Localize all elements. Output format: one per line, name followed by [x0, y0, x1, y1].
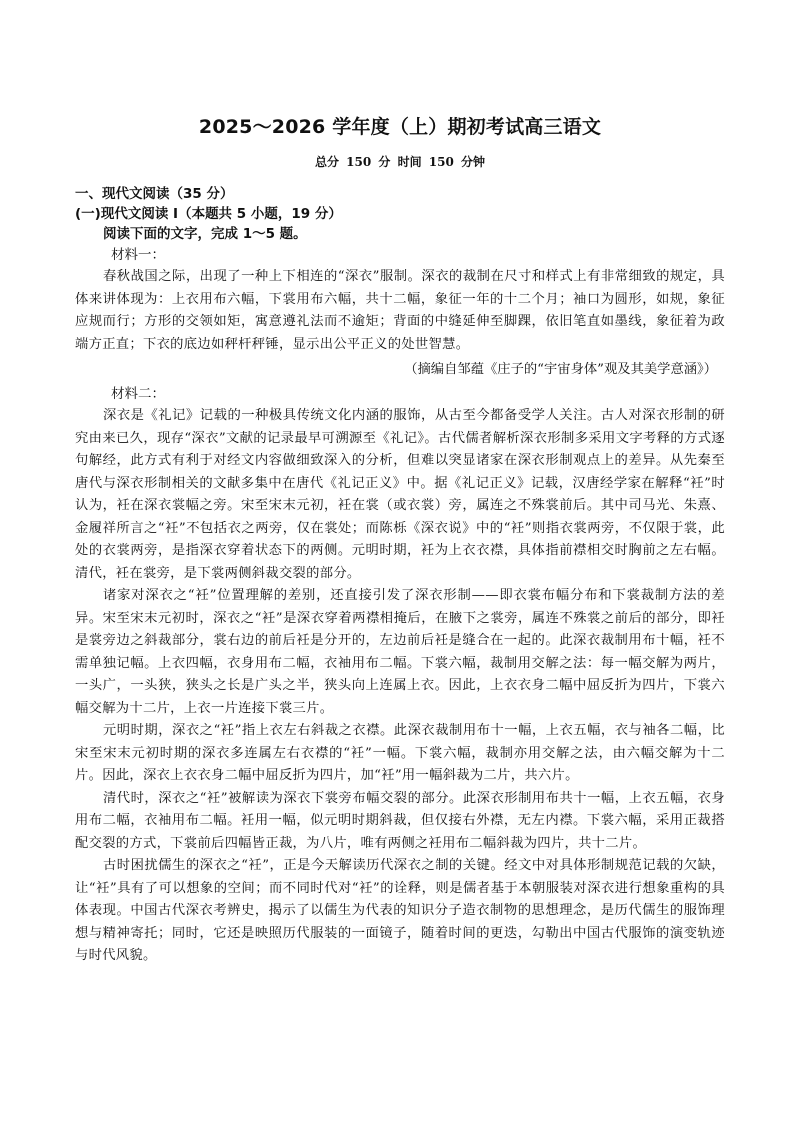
- material-paragraph: 深衣是《礼记》记载的一种极具传统文化内涵的服饰，从古至今都备受学人关注。古人对深衣形制的研究由来已久，现存“深衣”文献的记录最早可溯源至《礼记》。古代儒者解析深衣形制多采用文字考释的方式逐句解经，此方式有利于对经文内容做细致深入的分析，但难以突显诸家在深衣形制观点上的差异。从先秦至唐代与深衣形制相关的文献多集中在唐代《礼记正义》中。据《礼记正义》记载，汉唐经学家在解释“衽”时认为，衽在深衣裳幅之旁。宋至宋末元初，衽在裳（或衣裳）旁，属连之不殊裳前后。其中司马光、朱熹、金履祥所言之“衽”不包括衣之两旁，仅在裳处；而陈栎《深衣说》中的“衽”则指衣裳两旁，不仅限于裳，此处的衣裳两旁，是指深衣穿着状态下的两侧。元明时期，衽为上衣衣襟，具体指前襟相交时胸前之左右幅。清代，衽在裳旁，是下裳两侧斜裁交裂的部分。: [75, 408, 725, 581]
- material-paragraph: 古时困扰儒生的深衣之“衽”，正是今天解读历代深衣之制的关键。经文中对具体形制规范记载的欠缺，让“衽”具有了可以想象的空间；而不同时代对“衽”的诠释，则是儒者基于本朝服装对深衣进行想象重构的具体表现。中国古代深衣考辨史，揭示了以儒生为代表的知识分子造衣制物的思想理念，是历代儒生的服饰理想与精神寄托；同时，它还是映照历代服装的一面镜子，随着时间的更迭，勾勒出中国古代服饰的演变轨迹与时代风貌。: [75, 858, 725, 963]
- exam-subtitle: 总分 150 分 时间 150 分钟: [315, 155, 485, 169]
- part-heading: (一)现代文阅读 I（本题共 5 小题，19 分）: [75, 206, 342, 222]
- exam-title: 2025～2026 学年度（上）期初考试高三语文: [198, 116, 602, 138]
- reading-instruction: 阅读下面的文字，完成 1～5 题。: [103, 226, 307, 242]
- material-label: 材料一：: [111, 247, 165, 263]
- material-paragraph: 春秋战国之际，出现了一种上下相连的“深衣”服制。深衣的裁制在尺寸和样式上有非常细致的规定，具体来讲体现为：上衣用布六幅，下裳用布六幅，共十二幅，象征一年的十二个月；袖口为圆形，如规，象征应规而行；方形的交领如矩，寓意遵礼法而不逾矩；背面的中缝延伸至脚踝，依旧笔直如墨线，象征着为政端方正直；下衣的底边如秤杆秤锤，显示出公平正义的处世智慧。: [75, 269, 725, 352]
- material-paragraph: 诸家对深衣之“衽”位置理解的差别，还直接引发了深衣形制——即衣裳布幅分布和下裳裁制方法的差异。宋至宋末元初时，深衣之“衽”是深衣穿着两襟相掩后，在腋下之裳旁，属连不殊裳之前后的部分，即衽是裳旁边之斜裁部分，裳右边的前后衽是分开的，左边前后衽是缝合在一起的。此深衣裁制用布十幅，衽不需单独记幅。上衣四幅，衣身用布二幅，衣袖用布二幅。下裳六幅，裁制用交解之法：每一幅交解为两片，一头广，一头狭，狭头之长是广头之半，狭头向上连属上衣。因此，上衣衣身二幅中屈反折为四片，下裳六幅交解为十二片，上衣一片连接下裳三片。: [75, 588, 725, 716]
- material-paragraph: 清代时，深衣之“衽”被解读为深衣下裳旁布幅交裂的部分。此深衣形制用布共十一幅，上衣五幅，衣身用布二幅，衣袖用布二幅。衽用一幅，似元明时期斜裁，但仅接右外襟，无左内襟。下裳六幅，采用正裁搭配交裂的方式，下裳前后四幅皆正裁，为八片，唯有两侧之衽用布二幅斜裁为四片，共十二片。: [75, 790, 725, 851]
- exam-page: [75, 112, 725, 968]
- material-paragraph: 元明时期，深衣之“衽”指上衣左右斜裁之衣襟。此深衣裁制用布十一幅，上衣五幅，衣与袖各二幅，比宋至宋末元初时期的深衣多连属左右衣襟的“衽”一幅。下裳六幅，裁制亦用交解之法，由六幅交解为十二片。因此，深衣上衣衣身二幅中屈反折为四片，加“衽”用一幅斜裁为二片，共六片。: [75, 723, 725, 783]
- material-source: （摘编自邹蕴《庄子的“宇宙身体”观及其美学意涵》）: [404, 362, 717, 377]
- section-heading: 一、现代文阅读（35 分）: [75, 186, 234, 202]
- material-label: 材料二：: [111, 386, 165, 402]
